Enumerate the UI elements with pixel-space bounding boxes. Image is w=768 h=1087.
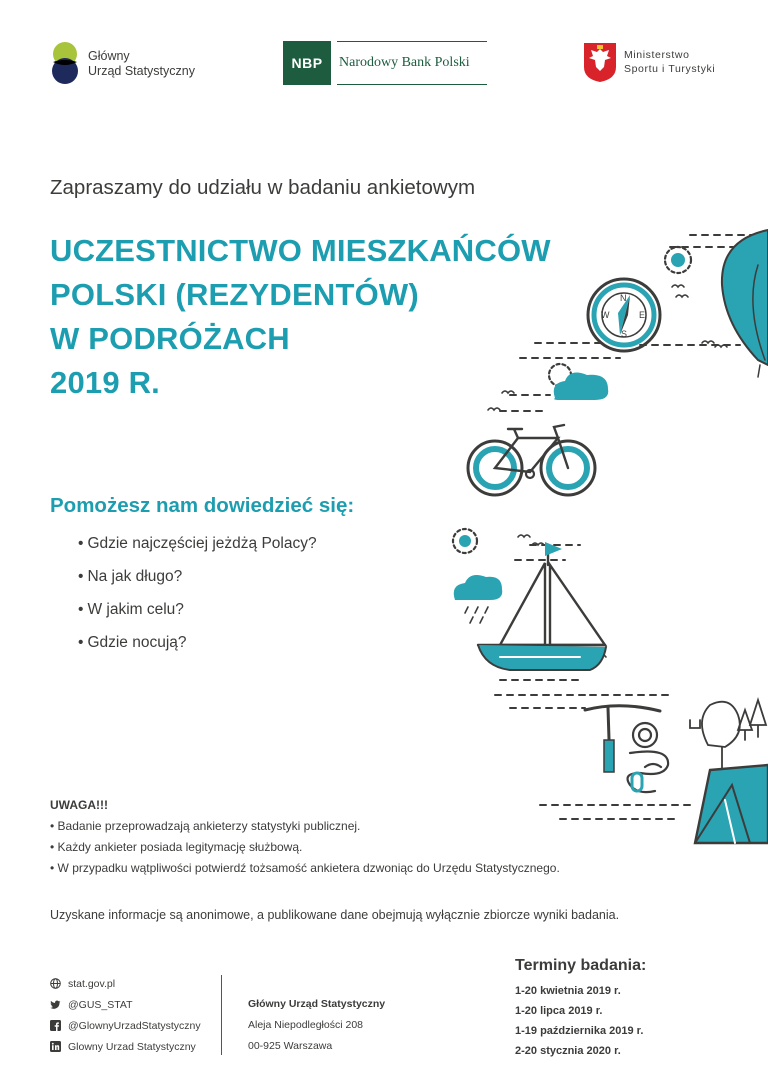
bicycle-icon	[468, 425, 595, 495]
ministry-name-line1: Ministerstwo	[624, 49, 690, 61]
contacts-list	[50, 973, 201, 1057]
address-street: Aleja Niepodległości 208	[248, 1019, 363, 1031]
gus-logo-icon	[50, 42, 80, 85]
notice-item: • Badanie przeprowadzają ankieterzy statystyki publicznej.	[50, 816, 560, 837]
dashed-lines	[495, 235, 765, 819]
anonymity-note: Uzyskane informacje są anonimowe, a publikowane dane obejmują wyłącznie zbiorcze wyniki badania.	[50, 908, 620, 922]
contact-twitter-label: @GUS_STAT	[68, 998, 133, 1011]
survey-terms	[515, 957, 646, 1061]
notice-block	[50, 795, 560, 879]
compass-e: E	[639, 310, 646, 320]
title-line-1: UCZESTNICTWO MIESZKAŃCÓW	[50, 233, 551, 268]
ministry-name-line2: Sportu i Turystyki	[624, 63, 716, 75]
terms-heading: Terminy badania:	[515, 957, 647, 974]
question-item: • Gdzie najczęściej jeżdżą Polacy?	[78, 534, 317, 567]
nbp-name: Narodowy Bank Polski	[337, 41, 487, 85]
trees-icon	[690, 700, 766, 770]
linkedin-icon	[50, 1041, 61, 1052]
rain-cloud-icon	[454, 575, 503, 623]
gus-name-line1: Główny	[88, 48, 130, 63]
footer-divider	[221, 975, 222, 1055]
notice-item: • Każdy ankieter posiada legitymację służbową.	[50, 837, 560, 858]
compass-icon	[588, 279, 660, 351]
contact-web[interactable]	[50, 973, 201, 994]
contact-twitter[interactable]	[50, 994, 201, 1015]
travel-illustration	[440, 225, 768, 845]
compass-w: W	[601, 310, 610, 320]
term-item: 2-20 stycznia 2020 r.	[515, 1045, 621, 1057]
term-item: 1-20 lipca 2019 r.	[515, 1005, 603, 1017]
term-item: 1-19 października 2019 r.	[515, 1025, 644, 1037]
question-item: • W jakim celu?	[78, 600, 317, 633]
contact-facebook[interactable]	[50, 1015, 201, 1036]
question-item: • Gdzie nocują?	[78, 633, 317, 666]
intro-text: Zapraszamy do udziału w badaniu ankietowym	[50, 176, 476, 199]
question-list	[78, 534, 317, 666]
help-heading: Pomożesz nam dowiedzieć się:	[50, 494, 355, 517]
sailboat-icon	[478, 542, 606, 670]
gus-logo	[50, 42, 195, 85]
title-line-4: 2019 R.	[50, 365, 160, 400]
nbp-logo	[283, 41, 487, 85]
facebook-icon	[50, 1020, 61, 1031]
address-name: Główny Urząd Statystyczny	[248, 998, 386, 1010]
contact-facebook-label: @GlownyUrzadStatystyczny	[68, 1019, 201, 1032]
nbp-abbr: NBP	[283, 41, 331, 85]
compass-n: N	[620, 293, 627, 303]
contact-linkedin-label: Glowny Urzad Statystyczny	[68, 1040, 196, 1053]
address-city: 00-925 Warszawa	[248, 1040, 333, 1052]
tent-icon	[695, 765, 768, 843]
compass-s: S	[621, 329, 628, 339]
globe-icon	[50, 978, 61, 989]
sun-small-icon	[453, 529, 477, 553]
contact-linkedin[interactable]	[50, 1036, 201, 1057]
eagle-emblem-icon	[582, 41, 618, 83]
cloud-icon	[549, 364, 608, 400]
ice-axe-icon	[585, 706, 668, 792]
gus-name-line2: Urząd Statystyczny	[88, 63, 195, 78]
title-line-3: W PODRÓŻACH	[50, 321, 290, 356]
notice-item: • W przypadku wątpliwości potwierdź tożsamość ankietera dzwoniąc do Urzędu Statystycznego.	[50, 858, 560, 879]
question-item: • Na jak długo?	[78, 567, 317, 600]
hot-air-balloon-icon	[722, 230, 768, 377]
sun-icon	[665, 247, 691, 273]
gus-address	[248, 994, 385, 1057]
title-line-2: POLSKI (REZYDENTÓW)	[50, 277, 419, 312]
contact-web-label: stat.gov.pl	[68, 977, 116, 990]
ministry-logo	[582, 41, 715, 83]
notice-heading: UWAGA!!!	[50, 798, 108, 812]
twitter-icon	[50, 999, 61, 1010]
term-item: 1-20 kwietnia 2019 r.	[515, 985, 621, 997]
